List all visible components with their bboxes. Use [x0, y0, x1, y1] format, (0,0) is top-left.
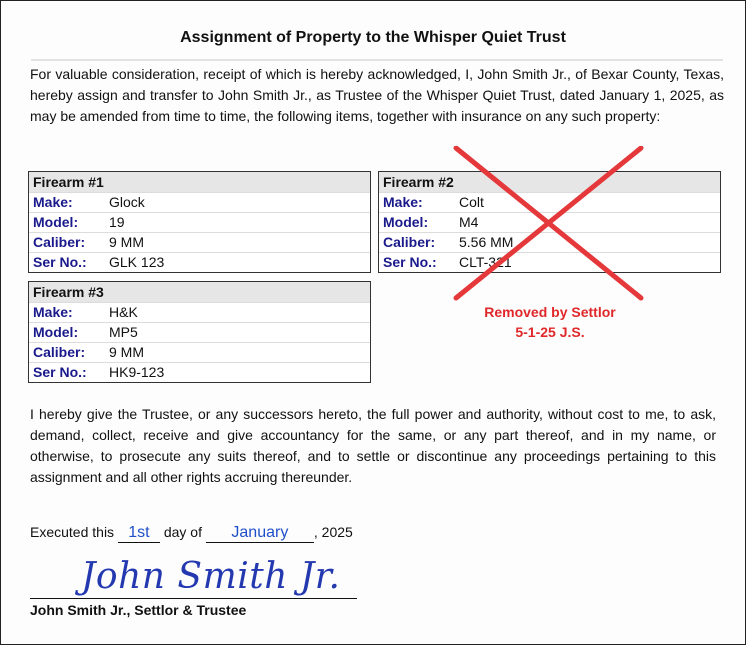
serial-value: GLK 123	[109, 254, 165, 270]
serial-label: Ser No.:	[33, 364, 87, 380]
executed-prefix: Executed this	[30, 524, 115, 540]
serial-label: Ser No.:	[383, 254, 437, 270]
make-row	[29, 302, 370, 322]
model-label: Model:	[33, 324, 79, 340]
caliber-value: 5.56 MM	[459, 234, 514, 250]
executed-year: , 2025	[313, 524, 353, 540]
signature-line	[30, 598, 357, 599]
serial-value: CLT-321	[459, 254, 512, 270]
document-title: Assignment of Property to the Whisper Quiet Trust	[180, 29, 566, 46]
removal-note-line: Removed by Settlor	[484, 304, 616, 320]
model-row	[29, 212, 370, 232]
firearm-heading: Firearm #3	[29, 282, 370, 302]
model-value: MP5	[109, 324, 138, 340]
firearm-card-3	[28, 281, 371, 383]
firearm-heading: Firearm #2	[379, 172, 720, 192]
caliber-label: Caliber:	[33, 344, 86, 360]
caliber-label: Caliber:	[383, 234, 436, 250]
make-label: Make:	[383, 194, 423, 210]
powers-paragraph: I hereby give the Trustee, or any successors hereto, the full power and authority, without cost to me, to ask, demand, collect, receive and give accountancy for the same, or any part thereof, and in my name, or otherwise, to prosecute any suits thereof, and to settle or discontinue any proceedings pertaining to this assignment and all other rights accruing thereunder.	[30, 406, 716, 485]
caliber-row	[29, 342, 370, 362]
make-label: Make:	[33, 304, 73, 320]
make-value: Colt	[459, 194, 484, 210]
serial-value: HK9-123	[109, 364, 165, 380]
executed-mid: day of	[163, 524, 202, 540]
intro-paragraph: For valuable consideration, receipt of which is hereby acknowledged, I, John Smith Jr., of Bexar County, Texas, hereby assign and transfer to John Smith Jr., as Trustee of the Whisper Quiet Trust, dated January 1, 2025, as may be amended from time to time, the following items, together with insurance on any such property:	[30, 66, 724, 124]
model-label: Model:	[33, 214, 79, 230]
caliber-value: 9 MM	[109, 234, 144, 250]
model-label: Model:	[383, 214, 429, 230]
executed-day: 1st	[118, 524, 160, 543]
serial-label: Ser No.:	[33, 254, 87, 270]
caliber-value: 9 MM	[109, 344, 144, 360]
firearm-heading: Firearm #1	[29, 172, 370, 192]
make-label: Make:	[33, 194, 73, 210]
caliber-row	[29, 232, 370, 252]
serial-row	[29, 362, 370, 382]
model-value: 19	[109, 214, 125, 230]
make-value: H&K	[109, 304, 138, 320]
execution-line	[30, 524, 353, 543]
model-row	[29, 322, 370, 342]
make-row	[29, 192, 370, 212]
removal-note	[441, 302, 659, 342]
signer-name: John Smith Jr., Settlor & Trustee	[30, 602, 247, 618]
title-divider	[31, 59, 723, 61]
make-value: Glock	[109, 194, 145, 210]
strikeout-x-mark	[446, 146, 646, 301]
removal-note-date: 5-1-25 J.S.	[515, 324, 585, 340]
model-value: M4	[459, 214, 479, 230]
serial-row	[29, 252, 370, 272]
caliber-label: Caliber:	[33, 234, 86, 250]
handwritten-signature: John Smith Jr.	[81, 556, 341, 597]
firearm-card-1	[28, 171, 371, 273]
executed-month: January	[206, 524, 314, 543]
